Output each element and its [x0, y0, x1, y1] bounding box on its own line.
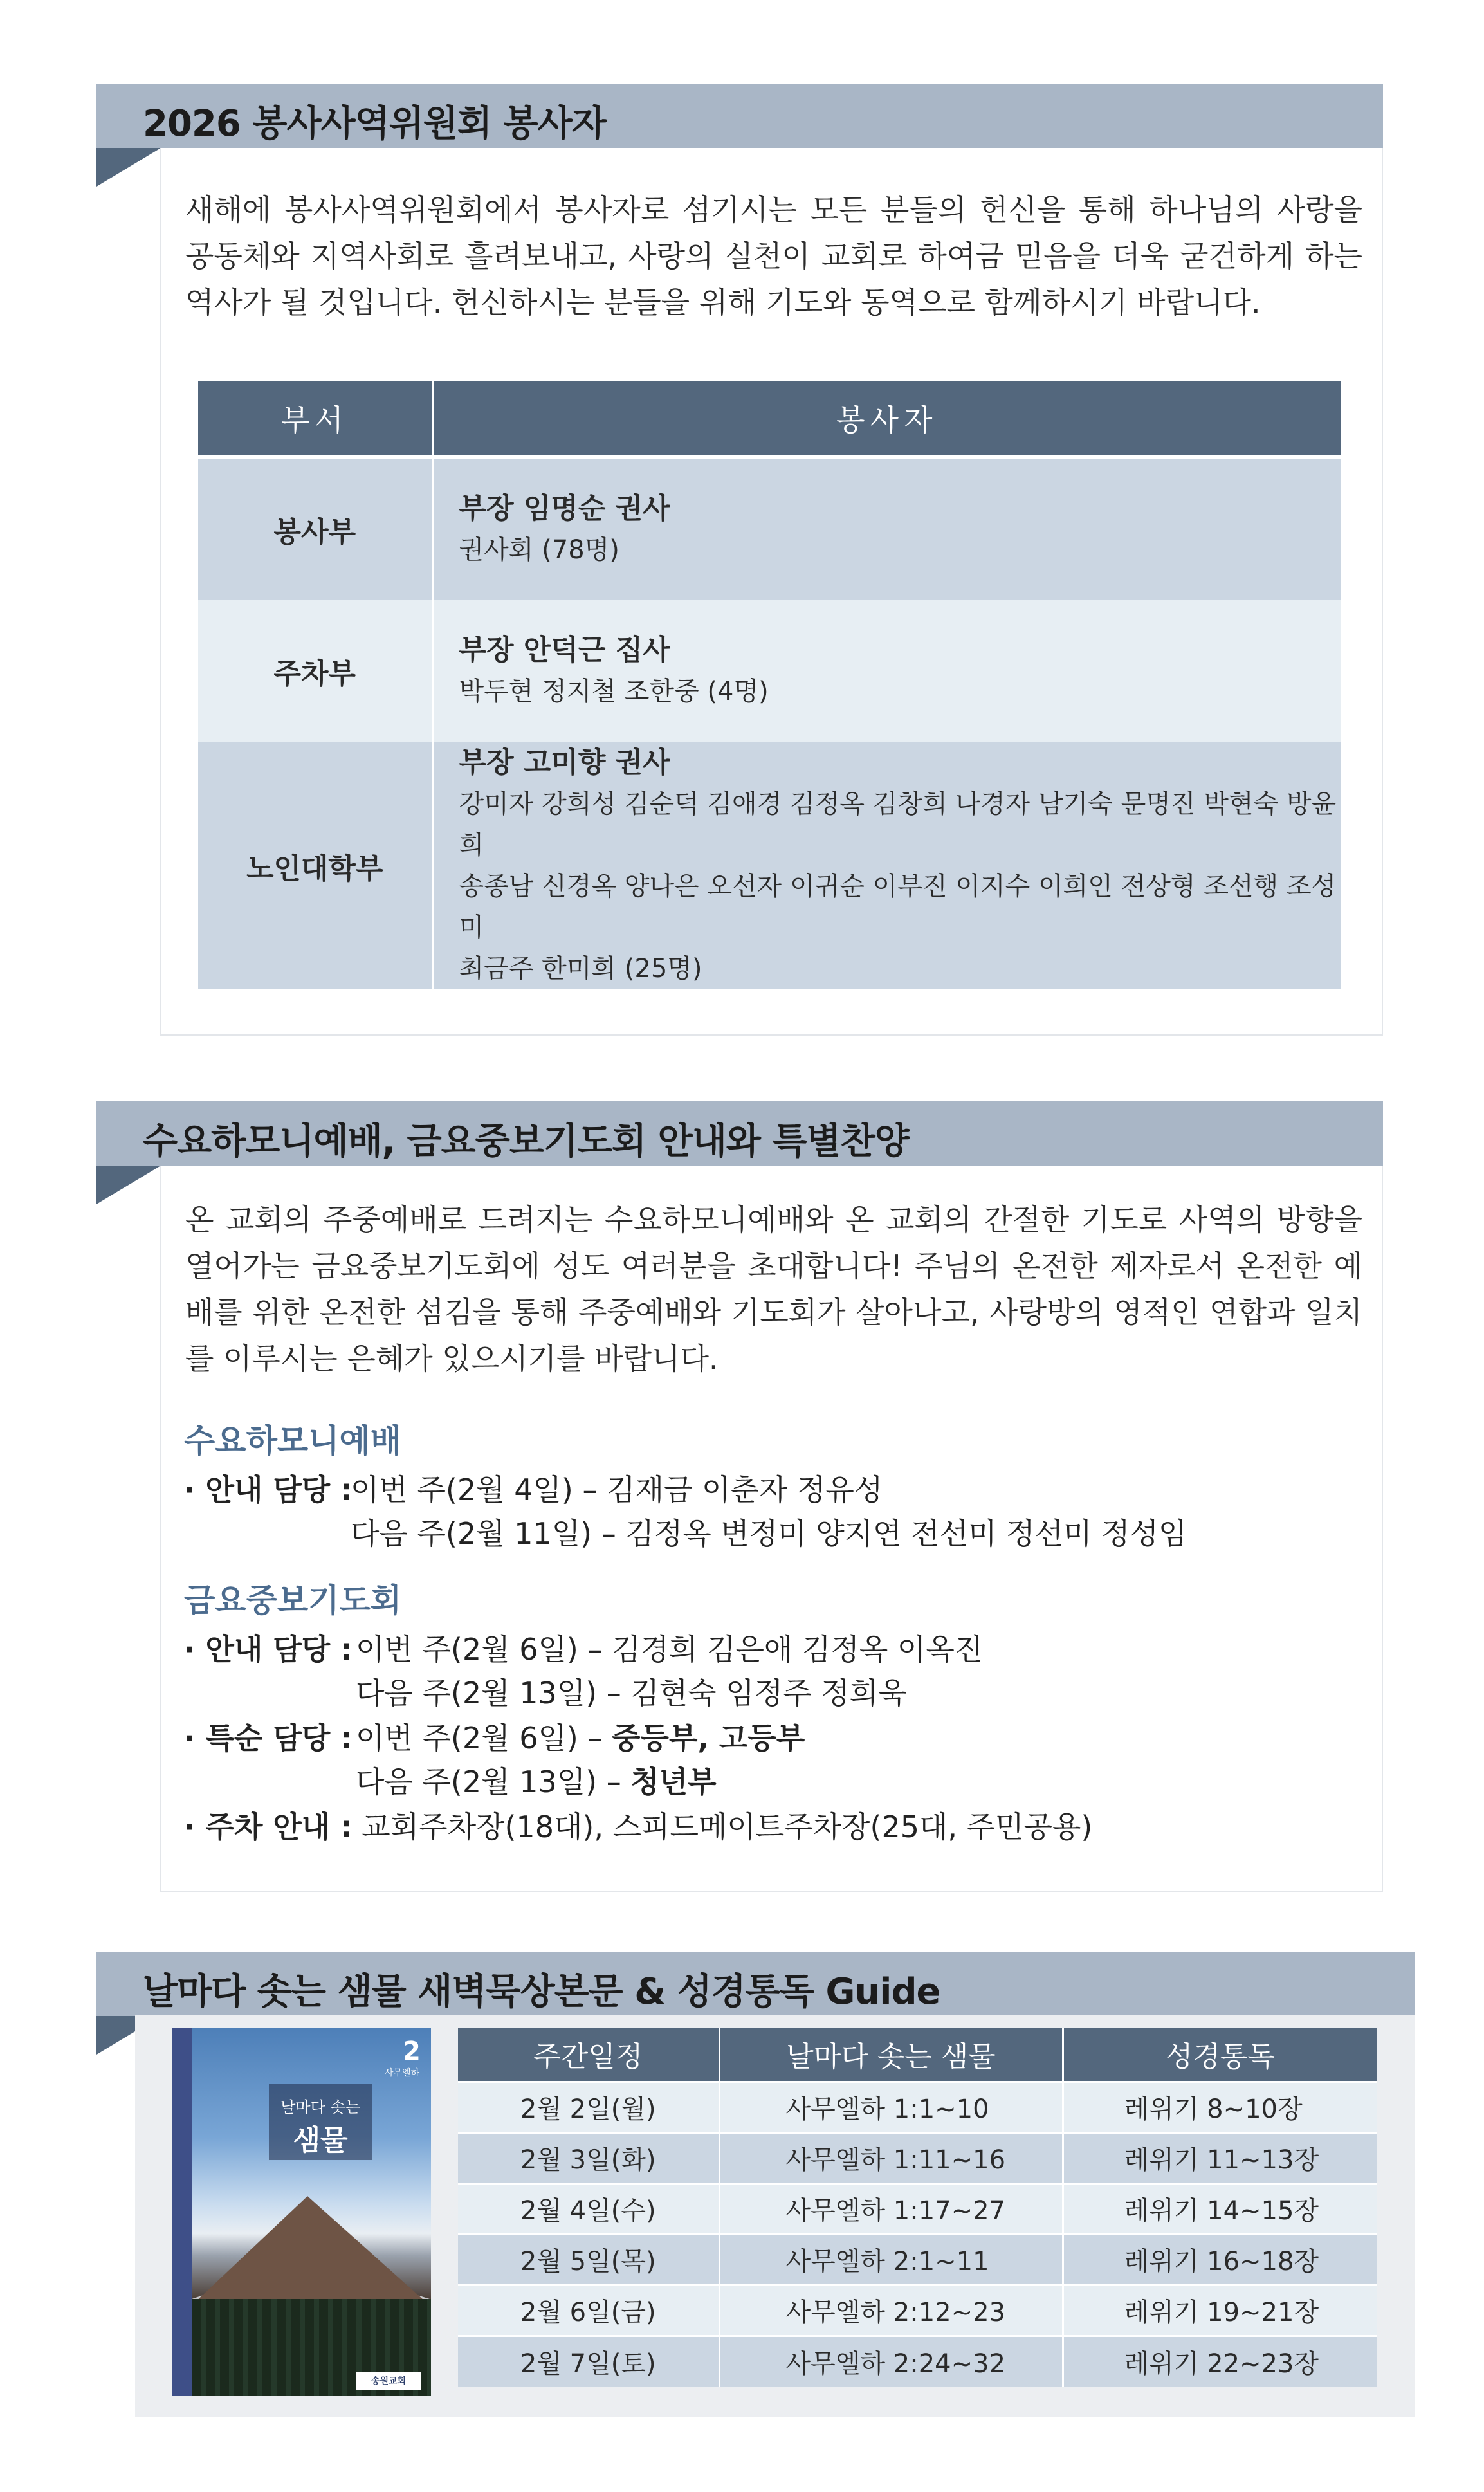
dept-name: 봉사부	[198, 457, 432, 600]
fri-choir-next-value: 청년부	[630, 1764, 717, 1799]
fri-choir-next	[356, 1761, 717, 1802]
header-dept: 부서	[198, 381, 432, 457]
fri-parking-value: 교회주차장(18대), 스피드메이트주차장(25대, 주민공용)	[362, 1809, 1093, 1844]
devotion-cell: 사무엘하 1:11~16	[719, 2132, 1063, 2183]
table-row	[458, 2336, 1377, 2387]
dept-name: 주차부	[198, 600, 432, 742]
reading-cell: 레위기 14~15장	[1063, 2183, 1377, 2234]
schedule-cell: 2월 2일(월)	[458, 2082, 719, 2132]
fri-parking	[184, 1806, 1092, 1847]
reading-cell: 레위기 16~18장	[1063, 2234, 1377, 2285]
cover-issue: 2	[403, 2037, 421, 2066]
volunteer-line: 박두현 정지철 조한중 (4명)	[459, 677, 769, 706]
schedule-cell: 2월 6일(금)	[458, 2285, 719, 2336]
dept-name: 노인대학부	[198, 742, 432, 989]
cover-title	[269, 2084, 372, 2160]
header-reading: 성경통독	[1063, 2028, 1377, 2082]
wed-guide-label	[184, 1469, 353, 1510]
dept-head: 부장 고미향 권사	[459, 746, 670, 779]
devotion-cell: 사무엘하 2:1~11	[719, 2234, 1063, 2285]
church-logo: 송원교회	[356, 2372, 421, 2390]
fri-choir-this-value: 중등부, 고등부	[612, 1721, 805, 1755]
volunteer-cell	[432, 457, 1341, 600]
reading-cell: 레위기 8~10장	[1063, 2082, 1377, 2132]
reading-cell: 레위기 11~13장	[1063, 2132, 1377, 2183]
volunteer-table	[198, 381, 1341, 989]
table-row	[198, 600, 1341, 742]
table-row	[458, 2183, 1377, 2234]
section2-header	[96, 1101, 1383, 1166]
section2-title: 수요하모니예배, 금요중보기도회 안내와 특별찬양	[143, 1121, 909, 1162]
cover-title-small: 날마다 솟는	[280, 2098, 360, 2116]
table-row	[458, 2132, 1377, 2183]
table-row	[458, 2285, 1377, 2336]
devotion-cell: 사무엘하 1:1~10	[719, 2082, 1063, 2132]
mountain-shape	[192, 2196, 430, 2305]
fri-choir-next-prefix: 다음 주(2월 13일) –	[356, 1764, 631, 1799]
fri-parking-label: · 주차 안내 :	[184, 1809, 353, 1844]
reading-cell: 레위기 22~23장	[1063, 2336, 1377, 2387]
book-cover-image	[172, 2028, 431, 2396]
section1-intro: 새해에 봉사사역위원회에서 봉사자로 섬기시는 모든 분들의 헌신을 통해 하나님의 사랑을 공동체와 지역사회로 흘려보내고, 사랑의 실천이 교회로 하여금 믿음을 더욱 굳건하게 하는 역사가 될 것입니다. 헌신하시는 분들을 위해 기도와 동역으로 함께하시기 바랍니다.	[185, 192, 1362, 320]
volunteer-line: 송종남 신경옥 양나은 오선자 이귀순 이부진 이지수 이희인 전상형 조선행 조성미	[459, 872, 1337, 942]
volunteer-cell	[432, 742, 1341, 989]
section2-flag	[96, 1166, 161, 1204]
table-row	[458, 2082, 1377, 2132]
dept-head: 부장 안덕근 집사	[459, 634, 670, 666]
volunteer-line: 권사회 (78명)	[459, 535, 619, 565]
fri-guide-label-text: · 안내 담당 :	[184, 1632, 353, 1667]
volunteer-line: 최금주 한미희 (25명)	[459, 954, 702, 984]
cover-issue-sub: 사무엘하	[385, 2068, 420, 2078]
fri-choir-this-prefix: 이번 주(2월 6일) –	[356, 1721, 612, 1755]
schedule-cell: 2월 3일(화)	[458, 2132, 719, 2183]
devotion-cell: 사무엘하 2:12~23	[719, 2285, 1063, 2336]
fri-choir-label-text: · 특순 담당 :	[184, 1721, 353, 1755]
schedule-cell: 2월 5일(목)	[458, 2234, 719, 2285]
header-schedule: 주간일정	[458, 2028, 719, 2082]
dept-head: 부장 임명순 권사	[459, 491, 670, 525]
header-volunteers: 봉사자	[432, 381, 1341, 457]
devotion-cell: 사무엘하 2:24~32	[719, 2336, 1063, 2387]
section3-title: 날마다 솟는 샘물 새벽묵상본문 & 성경통독 Guide	[143, 1971, 940, 2013]
table-row	[198, 742, 1341, 989]
section2-intro: 온 교회의 주중예배로 드려지는 수요하모니예배와 온 교회의 간절한 기도로 사역의 방향을 열어가는 금요중보기도회에 성도 여러분을 초대합니다! 주님의 온전한 제자로서 온전한 예배를 위한 온전한 섬김을 통해 주중예배와 기도회가 살아나고, 사랑방의 영적인 연합과 일치를 이루시는 은혜가 있으시기를 바랍니다.	[185, 1202, 1362, 1376]
volunteer-line: 강미자 강희성 김순덕 김애경 김정옥 김창희 나경자 남기숙 문명진 박현숙 방윤희	[459, 789, 1337, 860]
wed-guide-next: 다음 주(2월 11일) – 김정옥 변정미 양지연 전선미 정선미 정성임	[351, 1516, 1187, 1551]
cover-title-big: 샘물	[293, 2124, 348, 2157]
cover-spine	[172, 2028, 192, 2396]
schedule-cell: 2월 4일(수)	[458, 2183, 719, 2234]
schedule-cell: 2월 7일(토)	[458, 2336, 719, 2387]
wed-guide-label-text: · 안내 담당 :	[184, 1472, 353, 1507]
section1-flag	[96, 148, 161, 187]
fri-choir-this	[356, 1718, 805, 1759]
fri-guide-label	[184, 1629, 353, 1670]
wed-guide-this: 이번 주(2월 4일) – 김재금 이춘자 정유성	[351, 1472, 883, 1507]
table-row	[458, 2234, 1377, 2285]
reading-cell: 레위기 19~21장	[1063, 2285, 1377, 2336]
fri-guide-next: 다음 주(2월 13일) – 김현숙 임정주 정희욱	[356, 1676, 907, 1710]
friday-heading: 금요중보기도회	[184, 1582, 402, 1619]
volunteer-cell	[432, 600, 1341, 742]
guide-table	[458, 2028, 1377, 2387]
section1-title: 2026 봉사사역위원회 봉사자	[143, 103, 606, 145]
table-row	[198, 457, 1341, 600]
fri-choir-label	[184, 1718, 353, 1759]
wednesday-heading: 수요하모니예배	[184, 1422, 402, 1460]
section3-header	[96, 1952, 1415, 2016]
devotion-cell: 사무엘하 1:17~27	[719, 2183, 1063, 2234]
section1-header	[96, 84, 1383, 148]
fri-guide-this: 이번 주(2월 6일) – 김경희 김은애 김정옥 이옥진	[356, 1632, 984, 1667]
header-devotion: 날마다 솟는 샘물	[719, 2028, 1063, 2082]
